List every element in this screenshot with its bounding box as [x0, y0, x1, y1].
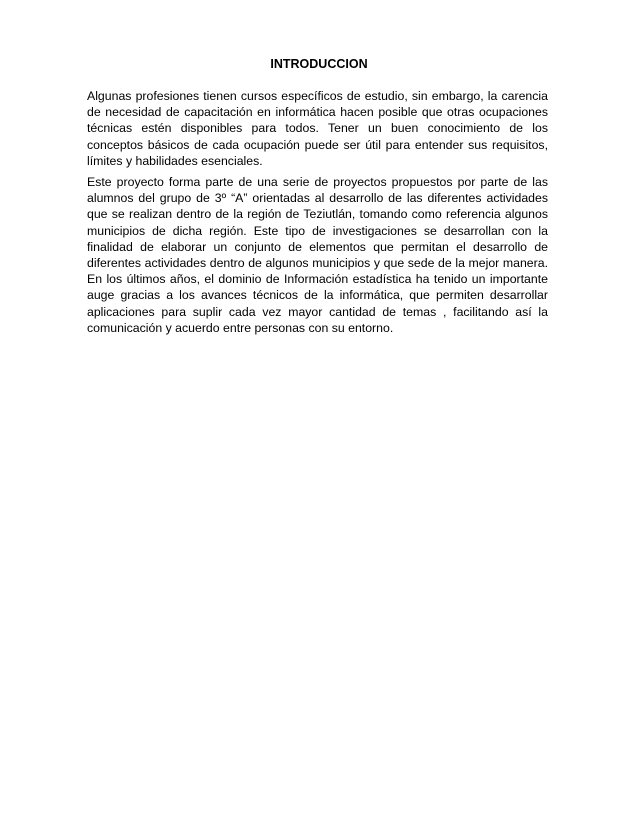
intro-paragraph-1: Algunas profesiones tienen cursos específicos de estudio, sin embargo, la carencia de necesidad de capacitación en informática hacen posible que otras ocupaciones técnicas estén disponibles para todos. Tener un buen conocimiento de los conceptos básicos de cada ocupación puede ser útil para entender sus requisitos, límites y habilidades esenciales. [87, 89, 548, 168]
intro-paragraph-2: Este proyecto forma parte de una serie de proyectos propuestos por parte de las alumnos del grupo de 3º “A” orientadas al desarrollo de las diferentes actividades que se realizan dentro de la región de Teziutlán, tomando como referencia algunos municipios de dicha región. Este tipo de investigaciones se desarrollan con la finalidad de elaborar un conjunto de elementos que permitan el desarrollo de diferentes actividades dentro de algunos municipios y que sede de la mejor manera. En los últimos años, el dominio de Información estadística ha tenido un importante auge gracias a los avances técnicos de la informática, que permiten desarrollar aplicaciones para suplir cada vez mayor cantidad de temas , facilitando así la comunicación y acuerdo entre personas con su entorno. [87, 175, 548, 335]
document-title: INTRODUCCION [270, 57, 368, 71]
